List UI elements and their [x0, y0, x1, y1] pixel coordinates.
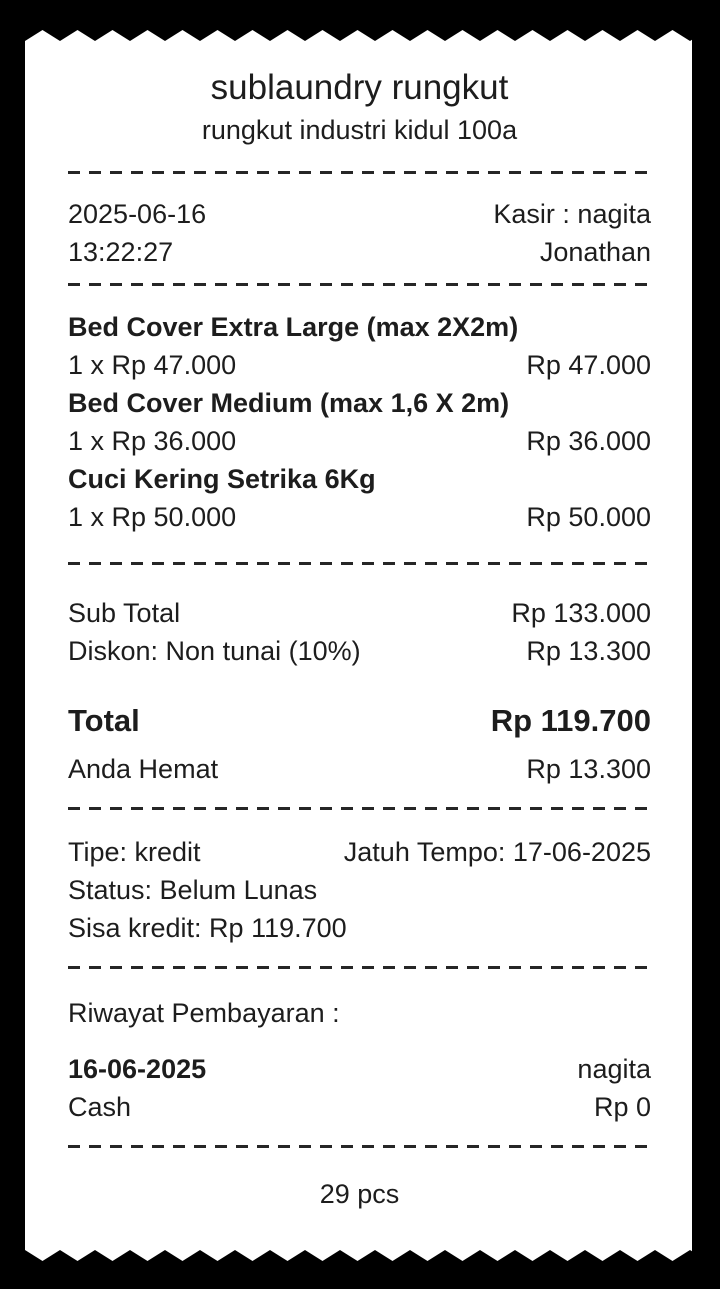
- total-row: [68, 699, 651, 743]
- payment-date: 16-06-2025: [68, 1054, 207, 1084]
- dashed-divider: [68, 562, 651, 565]
- transaction-date: 2025-06-16: [68, 199, 207, 229]
- discount-value: Rp 13.300: [526, 636, 651, 666]
- dashed-divider: [68, 1145, 651, 1148]
- item-qty-price: 1 x Rp 36.000: [68, 426, 237, 456]
- payment-history-entry: [68, 1050, 651, 1126]
- subtotal-label: Sub Total: [68, 598, 181, 628]
- payment-date-row: [68, 1050, 651, 1088]
- total-pieces: 29 pcs: [319, 1179, 400, 1209]
- payment-method: Cash: [68, 1092, 132, 1122]
- item-amount: Rp 36.000: [526, 426, 651, 456]
- item-qty-price: 1 x Rp 50.000: [68, 502, 237, 532]
- savings-value: Rp 13.300: [526, 754, 651, 784]
- discount-label: Diskon: Non tunai (10%): [68, 636, 361, 666]
- item-qty-price: 1 x Rp 47.000: [68, 350, 237, 380]
- item-price-row: [68, 346, 651, 384]
- total-value: Rp 119.700: [490, 703, 651, 738]
- transaction-time: 13:22:27: [68, 237, 174, 267]
- store-name: sublaundry rungkut: [210, 68, 509, 107]
- subtotal-value: Rp 133.000: [511, 598, 651, 628]
- credit-section: [68, 833, 651, 947]
- item-price-row: [68, 498, 651, 536]
- summary-section: [68, 594, 651, 788]
- receipt-paper: [25, 41, 692, 1250]
- items-list: [68, 308, 651, 536]
- cashier-line2: Jonathan: [539, 237, 651, 267]
- item-name: Bed Cover Medium (max 1,6 X 2m): [68, 388, 510, 418]
- list-item: [68, 384, 651, 460]
- transaction-datetime: [68, 195, 206, 271]
- list-item: [68, 460, 651, 536]
- receipt-top-torn-edge: [25, 30, 692, 41]
- receipt: [25, 0, 692, 1261]
- item-amount: Rp 47.000: [526, 350, 651, 380]
- credit-due-date: Jatuh Tempo: 17-06-2025: [343, 837, 651, 867]
- savings-label: Anda Hemat: [68, 754, 219, 784]
- credit-remaining: Sisa kredit: Rp 119.700: [68, 913, 347, 943]
- cashier-info: [493, 195, 651, 271]
- store-address: rungkut industri kidul 100a: [201, 115, 518, 145]
- total-label: Total: [68, 703, 140, 738]
- credit-type-row: [68, 833, 651, 871]
- subtotal-row: [68, 594, 651, 632]
- dashed-divider: [68, 807, 651, 810]
- payment-cashier: nagita: [577, 1054, 651, 1084]
- receipt-bottom-torn-edge: [25, 1250, 692, 1261]
- credit-type: Tipe: kredit: [68, 837, 201, 867]
- item-name: Cuci Kering Setrika 6Kg: [68, 464, 376, 494]
- item-amount: Rp 50.000: [526, 502, 651, 532]
- payment-history-heading: Riwayat Pembayaran :: [68, 998, 340, 1028]
- payment-method-row: [68, 1088, 651, 1126]
- credit-status: Status: Belum Lunas: [68, 875, 318, 905]
- dashed-divider: [68, 171, 651, 174]
- dashed-divider: [68, 966, 651, 969]
- dashed-divider: [68, 283, 651, 286]
- item-name: Bed Cover Extra Large (max 2X2m): [68, 312, 519, 342]
- list-item: [68, 308, 651, 384]
- discount-row: [68, 632, 651, 670]
- savings-row: [68, 750, 651, 788]
- payment-amount: Rp 0: [593, 1092, 651, 1122]
- transaction-info: [68, 195, 651, 271]
- item-price-row: [68, 422, 651, 460]
- cashier-line1: Kasir : nagita: [493, 199, 651, 229]
